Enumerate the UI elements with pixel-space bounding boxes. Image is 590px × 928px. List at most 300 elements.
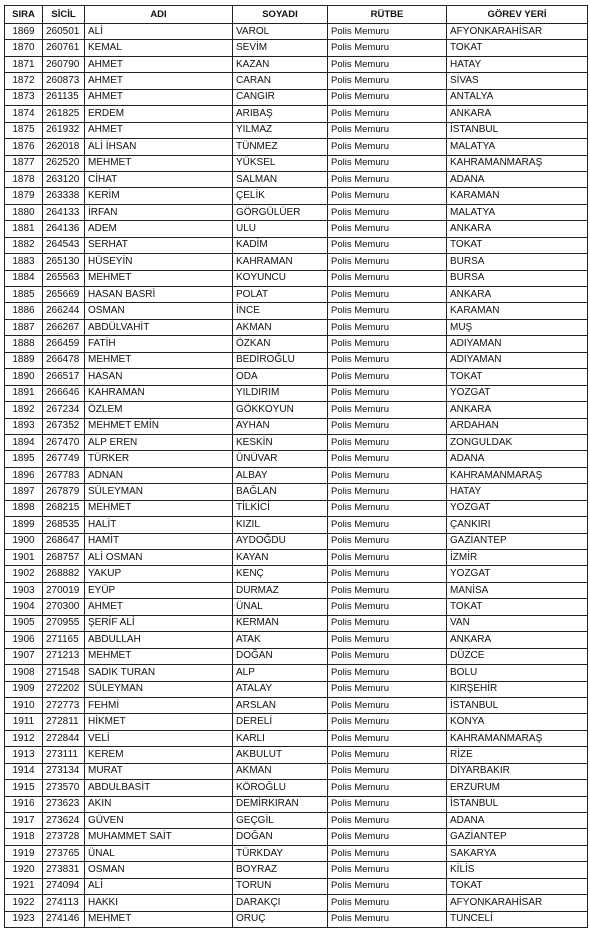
cell-gorev-yeri: ZONGULDAK [447,434,588,450]
table-row [5,188,588,204]
cell-gorev-yeri: VAN [447,615,588,631]
cell-sicil: 261825 [43,106,85,122]
cell-sira: 1881 [5,221,43,237]
cell-adi: HİKMET [85,714,233,730]
cell-adi: HALİT [85,517,233,533]
cell-adi: KERİM [85,188,233,204]
cell-adi: TÜRKER [85,451,233,467]
cell-adi: AHMET [85,89,233,105]
cell-soyadi: SALMAN [233,171,328,187]
cell-sicil: 268882 [43,566,85,582]
cell-adi: KEMAL [85,40,233,56]
table-row [5,665,588,681]
cell-gorev-yeri: KİLİS [447,862,588,878]
cell-sicil: 267234 [43,402,85,418]
cell-soyadi: ALP [233,665,328,681]
cell-adi: ABDÜLVAHİT [85,319,233,335]
cell-soyadi: YILMAZ [233,122,328,138]
cell-gorev-yeri: GAZİANTEP [447,533,588,549]
cell-gorev-yeri: TOKAT [447,599,588,615]
cell-sicil: 264133 [43,204,85,220]
cell-adi: SÜLEYMAN [85,484,233,500]
cell-gorev-yeri: KAHRAMANMARAŞ [447,467,588,483]
cell-sicil: 274094 [43,878,85,894]
cell-rutbe: Polis Memuru [328,550,447,566]
cell-adi: ALİ İHSAN [85,139,233,155]
cell-rutbe: Polis Memuru [328,862,447,878]
cell-soyadi: ATALAY [233,681,328,697]
cell-gorev-yeri: BURSA [447,270,588,286]
cell-rutbe: Polis Memuru [328,40,447,56]
table-row [5,89,588,105]
cell-sira: 1911 [5,714,43,730]
table-row [5,796,588,812]
cell-sira: 1903 [5,582,43,598]
cell-sira: 1889 [5,352,43,368]
cell-soyadi: DARAKÇI [233,895,328,911]
cell-adi: SADIK TURAN [85,665,233,681]
table-row [5,615,588,631]
cell-soyadi: KAYAN [233,550,328,566]
cell-rutbe: Polis Memuru [328,648,447,664]
cell-adi: OSMAN [85,303,233,319]
cell-rutbe: Polis Memuru [328,402,447,418]
cell-sicil: 273570 [43,780,85,796]
cell-sicil: 262018 [43,139,85,155]
cell-sicil: 273728 [43,829,85,845]
cell-soyadi: KERMAN [233,615,328,631]
table-row [5,780,588,796]
cell-rutbe: Polis Memuru [328,615,447,631]
table-row [5,599,588,615]
table-row [5,73,588,89]
cell-adi: ABDULBASİT [85,780,233,796]
cell-soyadi: DOĞAN [233,648,328,664]
cell-gorev-yeri: YOZGAT [447,500,588,516]
personnel-table [4,5,588,928]
table-row [5,747,588,763]
cell-adi: ÜNAL [85,845,233,861]
cell-adi: MUHAMMET SAİT [85,829,233,845]
cell-gorev-yeri: ADIYAMAN [447,352,588,368]
cell-rutbe: Polis Memuru [328,418,447,434]
table-row [5,139,588,155]
cell-sira: 1910 [5,697,43,713]
table-row [5,582,588,598]
cell-gorev-yeri: KAHRAMANMARAŞ [447,155,588,171]
cell-sira: 1872 [5,73,43,89]
cell-sira: 1900 [5,533,43,549]
cell-adi: HASAN BASRİ [85,287,233,303]
cell-rutbe: Polis Memuru [328,385,447,401]
cell-adi: SERHAT [85,237,233,253]
cell-adi: SÜLEYMAN [85,681,233,697]
cell-gorev-yeri: HATAY [447,484,588,500]
cell-gorev-yeri: MALATYA [447,139,588,155]
cell-gorev-yeri: İSTANBUL [447,122,588,138]
cell-sicil: 272773 [43,697,85,713]
cell-adi: MEHMET [85,352,233,368]
cell-soyadi: GEÇGİL [233,813,328,829]
table-row [5,500,588,516]
cell-gorev-yeri: ADANA [447,171,588,187]
cell-sira: 1902 [5,566,43,582]
cell-gorev-yeri: BOLU [447,665,588,681]
cell-adi: EYÜP [85,582,233,598]
cell-soyadi: YÜKSEL [233,155,328,171]
cell-rutbe: Polis Memuru [328,517,447,533]
cell-sicil: 273134 [43,763,85,779]
cell-adi: HAKKI [85,895,233,911]
table-row [5,270,588,286]
cell-soyadi: TORUN [233,878,328,894]
cell-adi: AHMET [85,73,233,89]
cell-rutbe: Polis Memuru [328,780,447,796]
cell-sira: 1873 [5,89,43,105]
cell-rutbe: Polis Memuru [328,270,447,286]
cell-soyadi: KAHRAMAN [233,254,328,270]
cell-rutbe: Polis Memuru [328,697,447,713]
cell-sicil: 268757 [43,550,85,566]
cell-gorev-yeri: AFYONKARAHİSAR [447,24,588,40]
table-row [5,648,588,664]
table-row [5,319,588,335]
cell-rutbe: Polis Memuru [328,845,447,861]
cell-sira: 1886 [5,303,43,319]
cell-gorev-yeri: DÜZCE [447,648,588,664]
cell-rutbe: Polis Memuru [328,829,447,845]
cell-sicil: 268215 [43,500,85,516]
cell-adi: HÜSEYİN [85,254,233,270]
cell-soyadi: ÇELİK [233,188,328,204]
cell-rutbe: Polis Memuru [328,73,447,89]
cell-sicil: 272811 [43,714,85,730]
cell-soyadi: KIZIL [233,517,328,533]
table-row [5,352,588,368]
cell-soyadi: AKBULUT [233,747,328,763]
header-gorev-yeri: GÖREV YERİ [447,6,588,24]
table-row [5,122,588,138]
cell-adi: MEHMET [85,648,233,664]
cell-sicil: 267470 [43,434,85,450]
cell-gorev-yeri: ANKARA [447,287,588,303]
table-body [5,24,588,928]
table-row [5,434,588,450]
cell-soyadi: KADİM [233,237,328,253]
cell-soyadi: AYDOĞDU [233,533,328,549]
cell-sicil: 273623 [43,796,85,812]
cell-adi: AKIN [85,796,233,812]
cell-sicil: 267879 [43,484,85,500]
cell-rutbe: Polis Memuru [328,89,447,105]
cell-soyadi: AYHAN [233,418,328,434]
cell-soyadi: ÜNAL [233,599,328,615]
cell-gorev-yeri: İSTANBUL [447,697,588,713]
cell-adi: ABDULLAH [85,632,233,648]
cell-sira: 1885 [5,287,43,303]
cell-sira: 1918 [5,829,43,845]
cell-soyadi: GÖRGÜLÜER [233,204,328,220]
header-sira: SIRA [5,6,43,24]
cell-sira: 1919 [5,845,43,861]
cell-gorev-yeri: ADIYAMAN [447,336,588,352]
cell-adi: MEHMET [85,270,233,286]
cell-sicil: 261135 [43,89,85,105]
table-row [5,714,588,730]
table-row [5,451,588,467]
cell-rutbe: Polis Memuru [328,681,447,697]
cell-adi: İRFAN [85,204,233,220]
cell-sira: 1920 [5,862,43,878]
cell-sira: 1907 [5,648,43,664]
cell-adi: MEHMET [85,155,233,171]
cell-soyadi: ÖZKAN [233,336,328,352]
cell-sira: 1921 [5,878,43,894]
cell-soyadi: ARSLAN [233,697,328,713]
cell-sicil: 266517 [43,369,85,385]
cell-gorev-yeri: GAZİANTEP [447,829,588,845]
cell-soyadi: AKMAN [233,763,328,779]
table-row [5,204,588,220]
cell-adi: MEHMET EMİN [85,418,233,434]
cell-sicil: 274146 [43,911,85,927]
cell-sira: 1916 [5,796,43,812]
cell-sicil: 271548 [43,665,85,681]
cell-sicil: 273831 [43,862,85,878]
cell-gorev-yeri: İSTANBUL [447,796,588,812]
table-row [5,829,588,845]
header-soyadi: SOYADI [233,6,328,24]
cell-gorev-yeri: KAHRAMANMARAŞ [447,730,588,746]
cell-rutbe: Polis Memuru [328,484,447,500]
cell-gorev-yeri: ÇANKIRI [447,517,588,533]
cell-soyadi: ODA [233,369,328,385]
cell-adi: ÖZLEM [85,402,233,418]
cell-soyadi: İNCE [233,303,328,319]
cell-gorev-yeri: ARDAHAN [447,418,588,434]
cell-soyadi: CARAN [233,73,328,89]
cell-adi: FATİH [85,336,233,352]
cell-gorev-yeri: DİYARBAKIR [447,763,588,779]
cell-rutbe: Polis Memuru [328,139,447,155]
cell-sicil: 262520 [43,155,85,171]
cell-sicil: 264136 [43,221,85,237]
cell-sira: 1878 [5,171,43,187]
table-row [5,467,588,483]
cell-gorev-yeri: ERZURUM [447,780,588,796]
cell-sicil: 268647 [43,533,85,549]
cell-sicil: 261932 [43,122,85,138]
cell-sicil: 268535 [43,517,85,533]
cell-gorev-yeri: TOKAT [447,878,588,894]
cell-sira: 1909 [5,681,43,697]
table-row [5,845,588,861]
table-row [5,171,588,187]
cell-gorev-yeri: ADANA [447,451,588,467]
cell-gorev-yeri: KONYA [447,714,588,730]
cell-gorev-yeri: TOKAT [447,237,588,253]
cell-rutbe: Polis Memuru [328,500,447,516]
cell-soyadi: ORUÇ [233,911,328,927]
cell-sicil: 265130 [43,254,85,270]
cell-gorev-yeri: TOKAT [447,369,588,385]
cell-adi: ALİ [85,24,233,40]
table-row [5,550,588,566]
cell-rutbe: Polis Memuru [328,533,447,549]
cell-sicil: 266478 [43,352,85,368]
cell-sicil: 265563 [43,270,85,286]
cell-sicil: 263120 [43,171,85,187]
cell-sira: 1922 [5,895,43,911]
table-row [5,369,588,385]
cell-sicil: 271213 [43,648,85,664]
cell-gorev-yeri: ANKARA [447,632,588,648]
cell-soyadi: KOYUNCU [233,270,328,286]
cell-gorev-yeri: MALATYA [447,204,588,220]
cell-soyadi: KAZAN [233,56,328,72]
cell-adi: ŞERİF ALİ [85,615,233,631]
table-row [5,40,588,56]
cell-sicil: 260501 [43,24,85,40]
cell-sicil: 267749 [43,451,85,467]
cell-soyadi: ATAK [233,632,328,648]
cell-soyadi: GÖKKOYUN [233,402,328,418]
cell-sicil: 263338 [43,188,85,204]
cell-rutbe: Polis Memuru [328,632,447,648]
cell-soyadi: DERELİ [233,714,328,730]
table-row [5,533,588,549]
cell-sicil: 265669 [43,287,85,303]
cell-gorev-yeri: BURSA [447,254,588,270]
cell-soyadi: DEMİRKIRAN [233,796,328,812]
table-row [5,56,588,72]
cell-adi: GÜVEN [85,813,233,829]
cell-soyadi: ÜNÜVAR [233,451,328,467]
cell-rutbe: Polis Memuru [328,24,447,40]
cell-soyadi: DOĞAN [233,829,328,845]
table-row [5,681,588,697]
cell-gorev-yeri: ANKARA [447,402,588,418]
cell-sicil: 266646 [43,385,85,401]
cell-sira: 1880 [5,204,43,220]
cell-rutbe: Polis Memuru [328,796,447,812]
table-header [5,6,588,24]
cell-sira: 1913 [5,747,43,763]
cell-sira: 1887 [5,319,43,335]
cell-sicil: 272844 [43,730,85,746]
cell-sicil: 272202 [43,681,85,697]
table-row [5,336,588,352]
table-row [5,385,588,401]
cell-sira: 1893 [5,418,43,434]
cell-sira: 1905 [5,615,43,631]
cell-adi: KAHRAMAN [85,385,233,401]
cell-rutbe: Polis Memuru [328,813,447,829]
cell-sira: 1870 [5,40,43,56]
cell-adi: ALİ OSMAN [85,550,233,566]
cell-sira: 1908 [5,665,43,681]
header-row [5,6,588,24]
cell-adi: ERDEM [85,106,233,122]
cell-soyadi: POLAT [233,287,328,303]
cell-gorev-yeri: KARAMAN [447,303,588,319]
table-row [5,221,588,237]
cell-soyadi: KESKİN [233,434,328,450]
cell-sicil: 266267 [43,319,85,335]
cell-rutbe: Polis Memuru [328,287,447,303]
cell-adi: ADNAN [85,467,233,483]
cell-sicil: 270955 [43,615,85,631]
cell-adi: ALİ [85,878,233,894]
table-row [5,237,588,253]
cell-gorev-yeri: MANİSA [447,582,588,598]
cell-sira: 1894 [5,434,43,450]
cell-soyadi: YILDIRIM [233,385,328,401]
cell-sira: 1869 [5,24,43,40]
table-row [5,878,588,894]
cell-rutbe: Polis Memuru [328,303,447,319]
cell-rutbe: Polis Memuru [328,319,447,335]
cell-adi: MEHMET [85,500,233,516]
cell-sira: 1923 [5,911,43,927]
cell-sicil: 260790 [43,56,85,72]
cell-rutbe: Polis Memuru [328,155,447,171]
table-row [5,813,588,829]
cell-soyadi: KÖROĞLU [233,780,328,796]
cell-rutbe: Polis Memuru [328,171,447,187]
cell-sicil: 267352 [43,418,85,434]
table-row [5,730,588,746]
cell-rutbe: Polis Memuru [328,369,447,385]
table-row [5,911,588,927]
cell-gorev-yeri: SAKARYA [447,845,588,861]
cell-rutbe: Polis Memuru [328,566,447,582]
cell-sicil: 260873 [43,73,85,89]
cell-sicil: 264543 [43,237,85,253]
cell-adi: AHMET [85,56,233,72]
cell-soyadi: SEVİM [233,40,328,56]
cell-rutbe: Polis Memuru [328,237,447,253]
cell-sira: 1914 [5,763,43,779]
cell-soyadi: TÜNMEZ [233,139,328,155]
cell-gorev-yeri: YOZGAT [447,385,588,401]
personnel-list-sheet [4,5,587,928]
cell-soyadi: TİLKİCİ [233,500,328,516]
table-row [5,24,588,40]
cell-gorev-yeri: ANKARA [447,221,588,237]
cell-rutbe: Polis Memuru [328,122,447,138]
cell-rutbe: Polis Memuru [328,434,447,450]
cell-sira: 1915 [5,780,43,796]
cell-adi: YAKUP [85,566,233,582]
cell-adi: MURAT [85,763,233,779]
cell-sicil: 266244 [43,303,85,319]
table-row [5,287,588,303]
table-row [5,566,588,582]
header-rutbe: RÜTBE [328,6,447,24]
cell-sicil: 274113 [43,895,85,911]
cell-gorev-yeri: TUNCELİ [447,911,588,927]
cell-gorev-yeri: TOKAT [447,40,588,56]
cell-adi: HAMİT [85,533,233,549]
cell-sira: 1917 [5,813,43,829]
cell-sicil: 273111 [43,747,85,763]
cell-soyadi: TÜRKDAY [233,845,328,861]
cell-soyadi: AKMAN [233,319,328,335]
cell-rutbe: Polis Memuru [328,56,447,72]
cell-rutbe: Polis Memuru [328,763,447,779]
cell-gorev-yeri: İZMİR [447,550,588,566]
